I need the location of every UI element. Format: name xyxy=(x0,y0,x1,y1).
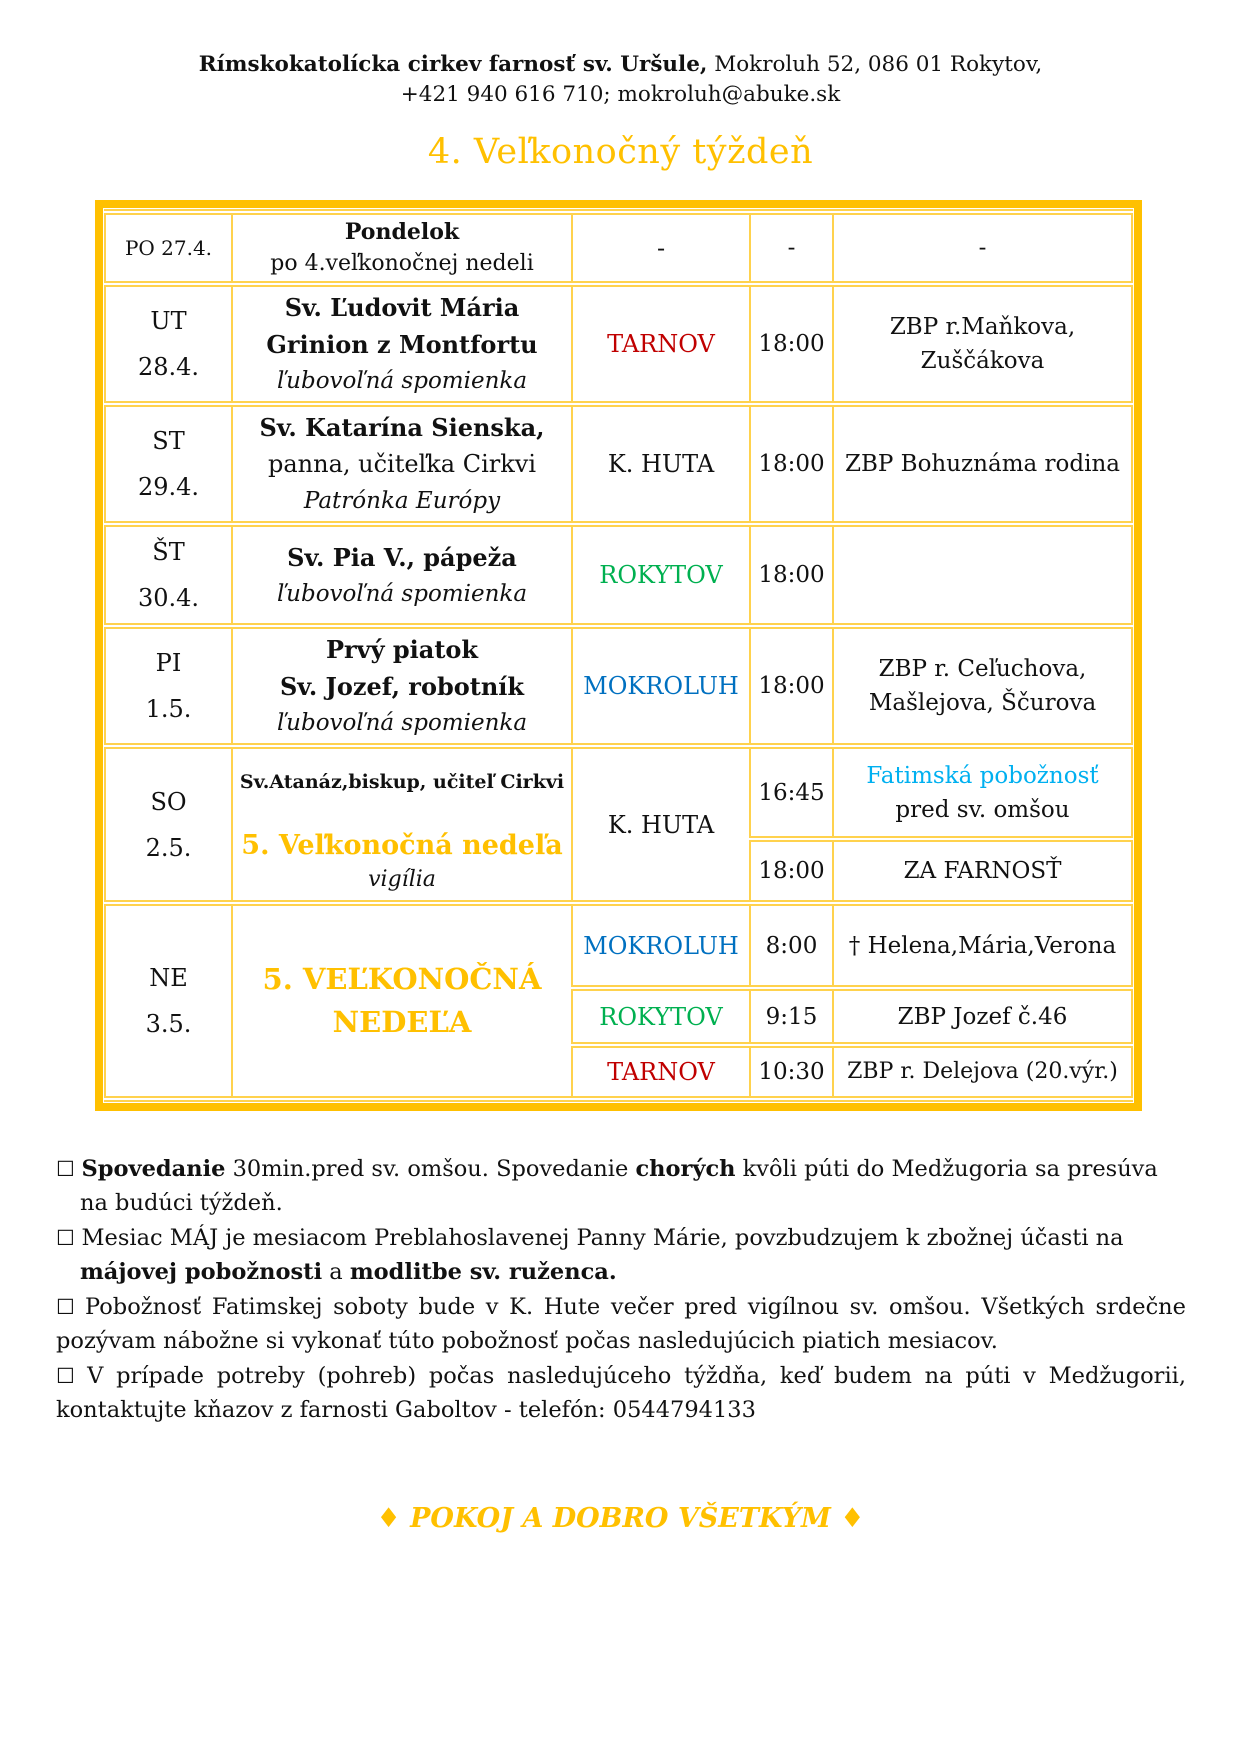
cell-feast-ut xyxy=(232,284,572,404)
cell-feast-ne: 5. VEĽKONOČNÁ NEDEĽA xyxy=(232,903,572,1099)
cell-time-st: 18:00 xyxy=(750,404,833,524)
day-date: 28.4. xyxy=(137,353,200,381)
cell-time-po: - xyxy=(750,212,833,284)
feast-so-line2: 5. Veľkonočná nedeľa xyxy=(241,829,563,861)
feast-st-line3: Patrónka Európy xyxy=(303,488,501,514)
checkbox-icon: ☐ xyxy=(56,1157,82,1181)
cell-place-ne-3: TARNOV xyxy=(572,1045,750,1099)
announcement-text: Spovedanie xyxy=(81,1156,226,1182)
cell-intent-ne-2: ZBP Jozef č.46 xyxy=(833,988,1132,1045)
feast-pi-line2: Sv. Jozef, robotník xyxy=(279,672,525,701)
cell-day-ne xyxy=(105,903,232,1099)
checkbox-icon: ☐ xyxy=(56,1226,82,1250)
cell-day-ut xyxy=(105,284,232,404)
day-abbr: UT xyxy=(150,307,187,335)
cell-place-ne-2: ROKYTOV xyxy=(572,988,750,1045)
cell-day-so xyxy=(105,746,232,903)
announcement-text: a xyxy=(322,1258,350,1285)
day-date: 2.5. xyxy=(145,833,192,862)
intent-line: pred sv. omšou xyxy=(895,796,1070,823)
announcement-text: V prípade potreby (pohreb) počas nasledujúceho týždňa, keď budem na púti v Medžugorii, kontaktujte kňazov z farnosti Gaboltov - telefón: 0544794133 xyxy=(56,1363,1186,1423)
cell-feast-stv xyxy=(232,524,572,626)
row-saturday-1 xyxy=(105,746,1132,839)
intent-line: Fatimská pobožnosť xyxy=(866,762,1099,789)
cell-day-po: PO 27.4. xyxy=(105,212,232,284)
feast-so-line3: vigília xyxy=(368,866,436,892)
cell-place-ut: TARNOV xyxy=(572,284,750,404)
cell-time-ut: 18:00 xyxy=(750,284,833,404)
announcement-text: Mesiac MÁJ je mesiacom Preblahoslavenej Panny Márie, povzbudzujem k zbožnej účasti na xyxy=(81,1225,1124,1251)
cell-time-so-2: 18:00 xyxy=(750,839,833,903)
cell-day-stv xyxy=(105,524,232,626)
cell-intent-ne-1: † Helena,Mária,Verona xyxy=(833,903,1132,988)
row-wednesday xyxy=(105,404,1132,524)
day-date: 3.5. xyxy=(145,1010,192,1038)
cell-place-st: K. HUTA xyxy=(572,404,750,524)
row-thursday xyxy=(105,524,1132,626)
announcement-text: kvôli púti do Medžugoria sa presúva na budúci týždeň. xyxy=(80,1156,1158,1216)
cell-feast-pi xyxy=(232,626,572,746)
row-monday xyxy=(105,212,1132,284)
day-date: 29.4. xyxy=(137,473,200,501)
announcement-funeral xyxy=(56,1360,1186,1427)
cell-intent-stv xyxy=(833,524,1132,626)
feast-pi-line3: ľubovoľná spomienka xyxy=(276,710,528,736)
announcement-text: 30min.pred sv. omšou. Spovedanie xyxy=(225,1156,636,1182)
cell-time-ne-3: 10:30 xyxy=(750,1045,833,1099)
announcement-text: modlitbe sv. ruženca. xyxy=(349,1258,617,1285)
cell-time-so-1: 16:45 xyxy=(750,746,833,839)
intent-line: Mašlejova, Ščurova xyxy=(868,690,1097,716)
checkbox-icon: ☐ xyxy=(56,1295,86,1319)
cell-intent-so-1 xyxy=(833,746,1132,839)
checkbox-icon: ☐ xyxy=(56,1364,88,1388)
parish-address: Mokroluh 52, 086 01 Rokytov, xyxy=(707,52,1043,77)
cell-feast-po xyxy=(232,212,572,284)
row-sunday-1 xyxy=(105,903,1132,988)
day-abbr: PI xyxy=(155,649,182,677)
announcement-may xyxy=(56,1222,1186,1289)
announcement-text: Pobožnosť Fatimskej soboty bude v K. Hute večer pred vigílnou sv. omšou. Všetkých srdečne pozývam nábožne si vykonať túto pobožnosť počas nasledujúcich piatich mesiacov. xyxy=(56,1294,1186,1354)
day-abbr: ŠT xyxy=(152,538,185,566)
day-abbr: ST xyxy=(152,427,185,455)
parish-name: Rímskokatolícka cirkev farnosť sv. Uršule, xyxy=(198,52,708,77)
cell-intent-ut xyxy=(833,284,1132,404)
feast-st-line1: Sv. Katarína Sienska, xyxy=(259,413,545,442)
cell-feast-so xyxy=(232,746,572,903)
feast-po-line2: po 4.veľkonočnej nedeli xyxy=(270,251,534,276)
cell-place-ne-1: MOKROLUH xyxy=(572,903,750,988)
day-abbr: SO xyxy=(150,787,187,816)
parish-contact-line: +421 940 616 710; mokroluh@abuke.sk xyxy=(400,82,841,107)
cell-place-po: - xyxy=(572,212,750,284)
intent-line: ZBP r. Ceľuchova, xyxy=(878,656,1087,682)
announcement-text: chorých xyxy=(635,1156,736,1182)
cell-intent-ne-3: ZBP r. Delejova (20.výr.) xyxy=(833,1045,1132,1099)
announcement-confession xyxy=(56,1153,1186,1220)
cell-day-pi xyxy=(105,626,232,746)
day-date: 1.5. xyxy=(145,695,192,723)
cell-time-stv: 18:00 xyxy=(750,524,833,626)
day-date: 30.4. xyxy=(137,584,200,612)
day-abbr: NE xyxy=(149,964,188,992)
cell-time-ne-1: 8:00 xyxy=(750,903,833,988)
feast-stv-line1: Sv. Pia V., pápeža xyxy=(287,542,517,572)
announcements xyxy=(56,1153,1186,1427)
feast-ut-line2: Grinion z Montfortu xyxy=(266,330,538,359)
page-title: 4. Veľkonočný týždeň xyxy=(427,132,814,172)
footer-motto: ♦ POKOJ A DOBRO VŠETKÝM ♦ xyxy=(376,1503,865,1534)
cell-time-pi: 18:00 xyxy=(750,626,833,746)
announcement-fatima xyxy=(56,1291,1186,1358)
cell-place-stv: ROKYTOV xyxy=(572,524,750,626)
feast-pi-line1: Prvý piatok xyxy=(325,635,479,664)
cell-feast-st xyxy=(232,404,572,524)
cell-time-ne-2: 9:15 xyxy=(750,988,833,1045)
cell-intent-so-2: ZA FARNOSŤ xyxy=(833,839,1132,903)
parish-header xyxy=(0,0,1241,110)
cell-intent-pi xyxy=(833,626,1132,746)
feast-st-line2: panna, učiteľka Cirkvi xyxy=(267,450,537,478)
announcement-text: májovej pobožnosti xyxy=(80,1258,323,1285)
intent-line: ZBP r.Maňkova, xyxy=(889,314,1076,340)
intent-line: Zuščákova xyxy=(920,348,1045,374)
schedule-table xyxy=(104,209,1133,1102)
parish-address-line xyxy=(0,50,1241,80)
row-tuesday xyxy=(105,284,1132,404)
feast-ut-line1: Sv. Ľudovit Mária xyxy=(284,293,520,322)
feast-so-line1: Sv.Atanáz,biskup, učiteľ Cirkvi xyxy=(239,770,565,793)
cell-intent-po: - xyxy=(833,212,1132,284)
cell-intent-st: ZBP Bohuznáma rodina xyxy=(833,404,1132,524)
cell-place-pi: MOKROLUH xyxy=(572,626,750,746)
feast-ut-line3: ľubovoľná spomienka xyxy=(276,368,528,394)
schedule-table-frame xyxy=(95,200,1142,1111)
feast-po-line1: Pondelok xyxy=(344,219,460,245)
row-friday xyxy=(105,626,1132,746)
feast-stv-line2: ľubovoľná spomienka xyxy=(276,580,528,607)
cell-day-st xyxy=(105,404,232,524)
cell-place-so: K. HUTA xyxy=(572,746,750,903)
